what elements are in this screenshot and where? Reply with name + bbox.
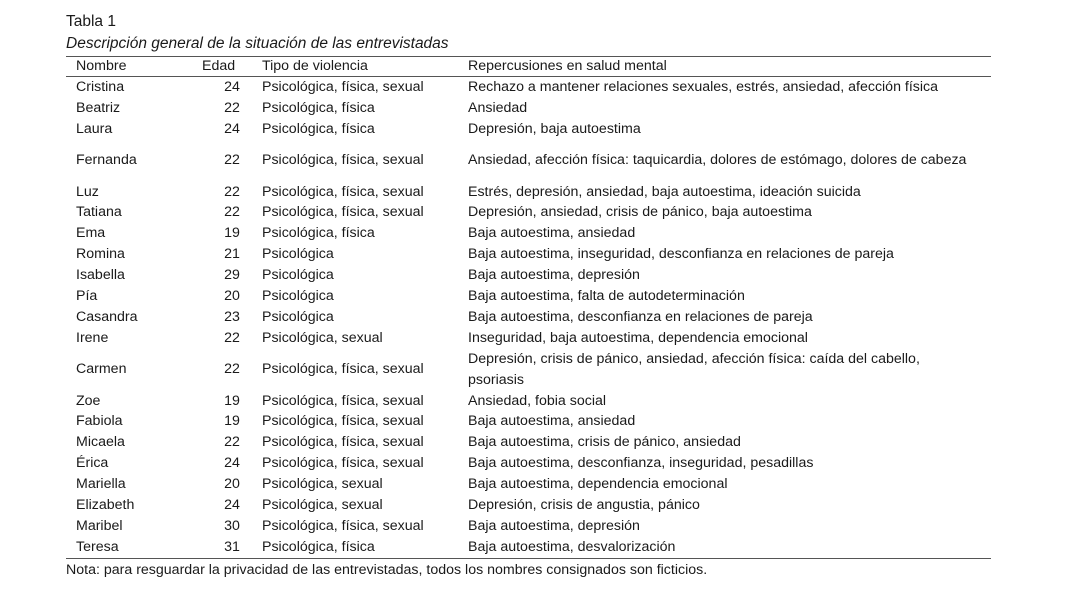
cell-name: Micaela	[76, 434, 125, 451]
cell-name: Teresa	[66, 537, 202, 558]
cell-repercussions: Baja autoestima, falta de autodeterminación	[468, 288, 745, 305]
header-name: Nombre	[66, 57, 202, 77]
cell-violence-type: Psicológica, física, sexual	[262, 183, 424, 200]
cell-violence-type: Psicológica	[262, 267, 334, 284]
cell-name: Beatriz	[76, 99, 121, 116]
cell-violence-type: Psicológica, física	[262, 99, 375, 116]
cell-repercussions: Depresión, crisis de angustia, pánico	[468, 497, 700, 514]
cell-violence-type: Psicológica	[262, 288, 334, 305]
cell-violence-type: Psicológica, sexual	[262, 329, 383, 346]
table-row	[66, 202, 991, 223]
cell-violence-type: Psicológica, física, sexual	[262, 204, 424, 221]
table-row	[66, 411, 991, 432]
cell-repercussions: Baja autoestima, desvalorización	[468, 537, 991, 558]
table-row	[66, 432, 991, 453]
cell-name: Tatiana	[76, 204, 122, 221]
cell-name: Casandra	[76, 308, 138, 325]
cell-repercussions: Baja autoestima, ansiedad	[468, 225, 636, 242]
cell-violence-type: Psicológica, física, sexual	[262, 434, 424, 451]
cell-violence-type: Psicológica	[262, 246, 334, 263]
cell-violence-type: Psicológica, física	[262, 537, 468, 558]
table-row	[66, 495, 991, 516]
cell-violence-type: Psicológica, física, sexual	[262, 392, 424, 409]
cell-violence-type: Psicológica, física, sexual	[262, 361, 424, 378]
table-row	[66, 244, 991, 265]
table-row	[66, 98, 991, 119]
header-violence-type: Tipo de violencia	[262, 57, 468, 77]
table-caption: Descripción general de la situación de las entrevistadas	[66, 35, 449, 52]
table-note: Nota: para resguardar la privacidad de las entrevistadas, todos los nombres consignados son ficticios.	[66, 561, 708, 578]
table-label: Tabla 1	[66, 13, 116, 30]
cell-name: Luz	[76, 183, 99, 200]
cell-repercussions: Depresión, crisis de pánico, ansiedad, afección física: caída del cabello, psoriasis	[468, 350, 920, 388]
cell-age: 24	[224, 455, 240, 472]
cell-name: Elizabeth	[76, 497, 135, 514]
cell-repercussions: Baja autoestima, ansiedad	[468, 413, 636, 430]
table-header	[66, 57, 991, 77]
cell-name: Irene	[76, 329, 109, 346]
table-row	[66, 349, 991, 391]
table-row	[66, 119, 991, 140]
cell-name: Carmen	[76, 361, 127, 378]
cell-repercussions: Depresión, ansiedad, crisis de pánico, baja autoestima	[468, 204, 812, 221]
cell-name: Isabella	[76, 267, 125, 284]
table-row	[66, 328, 991, 349]
cell-violence-type: Psicológica, física, sexual	[262, 518, 424, 535]
cell-age: 24	[224, 120, 240, 137]
cell-repercussions: Estrés, depresión, ansiedad, baja autoestima, ideación suicida	[468, 183, 861, 200]
cell-repercussions: Baja autoestima, dependencia emocional	[468, 476, 728, 493]
cell-repercussions: Baja autoestima, inseguridad, desconfianza en relaciones de pareja	[468, 246, 894, 263]
cell-name: Fabiola	[76, 413, 123, 430]
cell-age: 21	[224, 246, 240, 263]
table-row	[66, 286, 991, 307]
cell-violence-type: Psicológica, física	[262, 120, 375, 137]
cell-violence-type: Psicológica, física, sexual	[262, 455, 424, 472]
cell-age: 22	[224, 152, 240, 169]
header-age: Edad	[202, 57, 262, 77]
cell-age: 19	[224, 413, 240, 430]
cell-name: Laura	[76, 120, 113, 137]
cell-age: 31	[202, 537, 262, 558]
cell-name: Romina	[76, 246, 125, 263]
cell-violence-type: Psicológica, física, sexual	[262, 152, 424, 169]
cell-violence-type: Psicológica, física, sexual	[262, 413, 424, 430]
header-row	[66, 57, 991, 77]
cell-name: Maribel	[76, 518, 123, 535]
table-row	[66, 182, 991, 203]
cell-repercussions: Ansiedad, afección física: taquicardia, dolores de estómago, dolores de cabeza	[468, 152, 967, 169]
cell-age: 23	[224, 308, 240, 325]
table-row	[66, 453, 991, 474]
cell-age: 22	[224, 204, 240, 221]
cell-violence-type: Psicológica, física	[262, 225, 375, 242]
document	[66, 10, 991, 580]
cell-repercussions: Baja autoestima, desconfianza, inseguridad, pesadillas	[468, 455, 814, 472]
table-row	[66, 265, 991, 286]
cell-repercussions: Ansiedad	[468, 99, 528, 116]
cell-repercussions: Baja autoestima, crisis de pánico, ansiedad	[468, 434, 741, 451]
cell-name: Mariella	[76, 476, 126, 493]
table-row	[66, 537, 991, 558]
cell-violence-type: Psicológica	[262, 308, 334, 325]
header-repercussions: Repercusiones en salud mental	[468, 57, 991, 77]
cell-age: 30	[224, 518, 240, 535]
cell-age: 22	[224, 434, 240, 451]
table-row	[66, 223, 991, 244]
cell-age: 19	[224, 392, 240, 409]
cell-violence-type: Psicológica, física, sexual	[262, 79, 424, 95]
cell-repercussions: Rechazo a mantener relaciones sexuales, estrés, ansiedad, afección física	[468, 79, 939, 95]
cell-age: 24	[224, 497, 240, 514]
cell-repercussions: Baja autoestima, depresión	[468, 518, 640, 535]
cell-age: 24	[224, 79, 240, 95]
table-row	[66, 307, 991, 328]
cell-age: 20	[224, 476, 240, 493]
cell-violence-type: Psicológica, sexual	[262, 476, 383, 493]
cell-repercussions: Baja autoestima, depresión	[468, 267, 640, 284]
table-row	[66, 474, 991, 495]
cell-age: 22	[224, 329, 240, 346]
cell-name: Pía	[76, 288, 98, 305]
cell-age: 19	[224, 225, 240, 242]
table-row	[66, 516, 991, 537]
cell-age: 22	[224, 183, 240, 200]
table-body	[66, 77, 991, 559]
table-row	[66, 77, 991, 98]
table-row	[66, 391, 991, 412]
cell-name: Zoe	[76, 392, 101, 409]
cell-age: 22	[224, 99, 240, 116]
cell-age: 20	[224, 288, 240, 305]
cell-repercussions: Ansiedad, fobia social	[468, 392, 607, 409]
cell-name: Fernanda	[76, 152, 137, 169]
cell-violence-type: Psicológica, sexual	[262, 497, 383, 514]
interviewees-table	[66, 56, 991, 559]
cell-repercussions: Baja autoestima, desconfianza en relaciones de pareja	[468, 308, 813, 325]
cell-repercussions: Depresión, baja autoestima	[468, 120, 641, 137]
table-row	[66, 140, 991, 182]
cell-name: Cristina	[76, 79, 125, 95]
cell-name: Érica	[76, 455, 109, 472]
cell-age: 29	[224, 267, 240, 284]
cell-name: Ema	[76, 225, 106, 242]
cell-repercussions: Inseguridad, baja autoestima, dependencia emocional	[468, 329, 808, 346]
cell-age: 22	[224, 361, 240, 378]
